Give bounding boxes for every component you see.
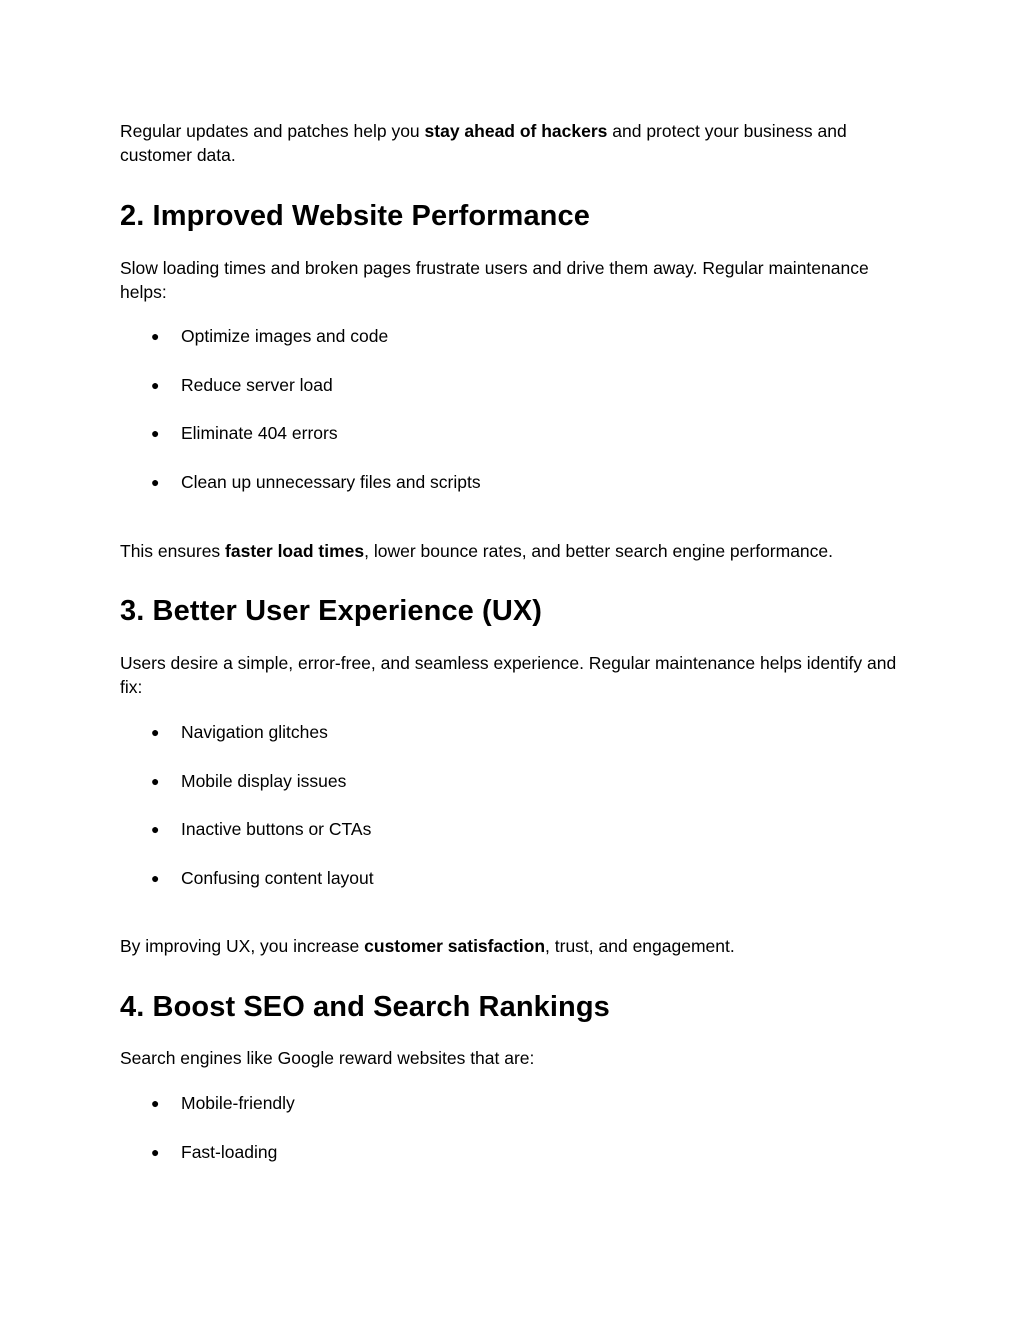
list-item: ● Clean up unnecessary files and scripts: [151, 472, 481, 493]
section-heading-ux: 3. Better User Experience (UX): [120, 595, 543, 627]
bullet-icon: ●: [151, 328, 160, 344]
bullet-icon: ●: [151, 1143, 160, 1160]
section-closing-performance: This ensures faster load times, lower bounce rates, and better search engine performance.: [120, 541, 834, 561]
bullet-list-ux: [120, 720, 910, 915]
section-lead-seo: Search engines like Google reward websites that are:: [120, 1048, 535, 1068]
section-heading-performance: 2. Improved Website Performance: [120, 200, 590, 232]
bullet-list-performance: [120, 324, 910, 519]
list-item: ● Eliminate 404 errors: [151, 423, 338, 444]
bullet-icon: ●: [151, 425, 160, 442]
bullet-icon: ●: [151, 870, 160, 887]
section-heading-seo: 4. Boost SEO and Search Rankings: [120, 991, 610, 1023]
bullet-icon: ●: [151, 1095, 160, 1111]
list-item: ● Mobile display issues: [151, 770, 347, 791]
section-lead-performance: Slow loading times and broken pages frustrate users and drive them away. Regular maintenance helps:: [120, 258, 869, 302]
list-item: ● Confusing content layout: [151, 868, 374, 889]
bullet-icon: ●: [151, 376, 160, 393]
list-item: ● Reduce server load: [151, 374, 333, 395]
intro-text-end: and protect your business and customer data.: [120, 121, 847, 165]
bullet-icon: ●: [151, 772, 160, 789]
list-item: ● Optimize images and code: [151, 326, 389, 346]
list-item: ● Navigation glitches: [151, 722, 328, 742]
bullet-icon: ●: [151, 474, 160, 491]
closing-bold-text: customer satisfaction: [364, 936, 546, 956]
bullet-icon: ●: [151, 724, 160, 740]
intro-text-start: Regular updates and patches help you: [120, 121, 425, 141]
list-item: ● Inactive buttons or CTAs: [151, 819, 372, 840]
bullet-icon: ●: [151, 821, 160, 838]
section-closing-ux: By improving UX, you increase customer satisfaction, trust, and engagement.: [120, 936, 735, 956]
bullet-list-seo: [120, 1091, 910, 1188]
list-item: ● Mobile-friendly: [151, 1093, 295, 1113]
closing-bold-text: faster load times: [225, 541, 365, 561]
intro-paragraph: [120, 119, 910, 167]
section-lead-ux: Users desire a simple, error-free, and seamless experience. Regular maintenance helps identify and fix:: [120, 653, 897, 697]
list-item: ● Fast-loading: [151, 1141, 278, 1162]
intro-bold-text: stay ahead of hackers: [424, 121, 608, 141]
